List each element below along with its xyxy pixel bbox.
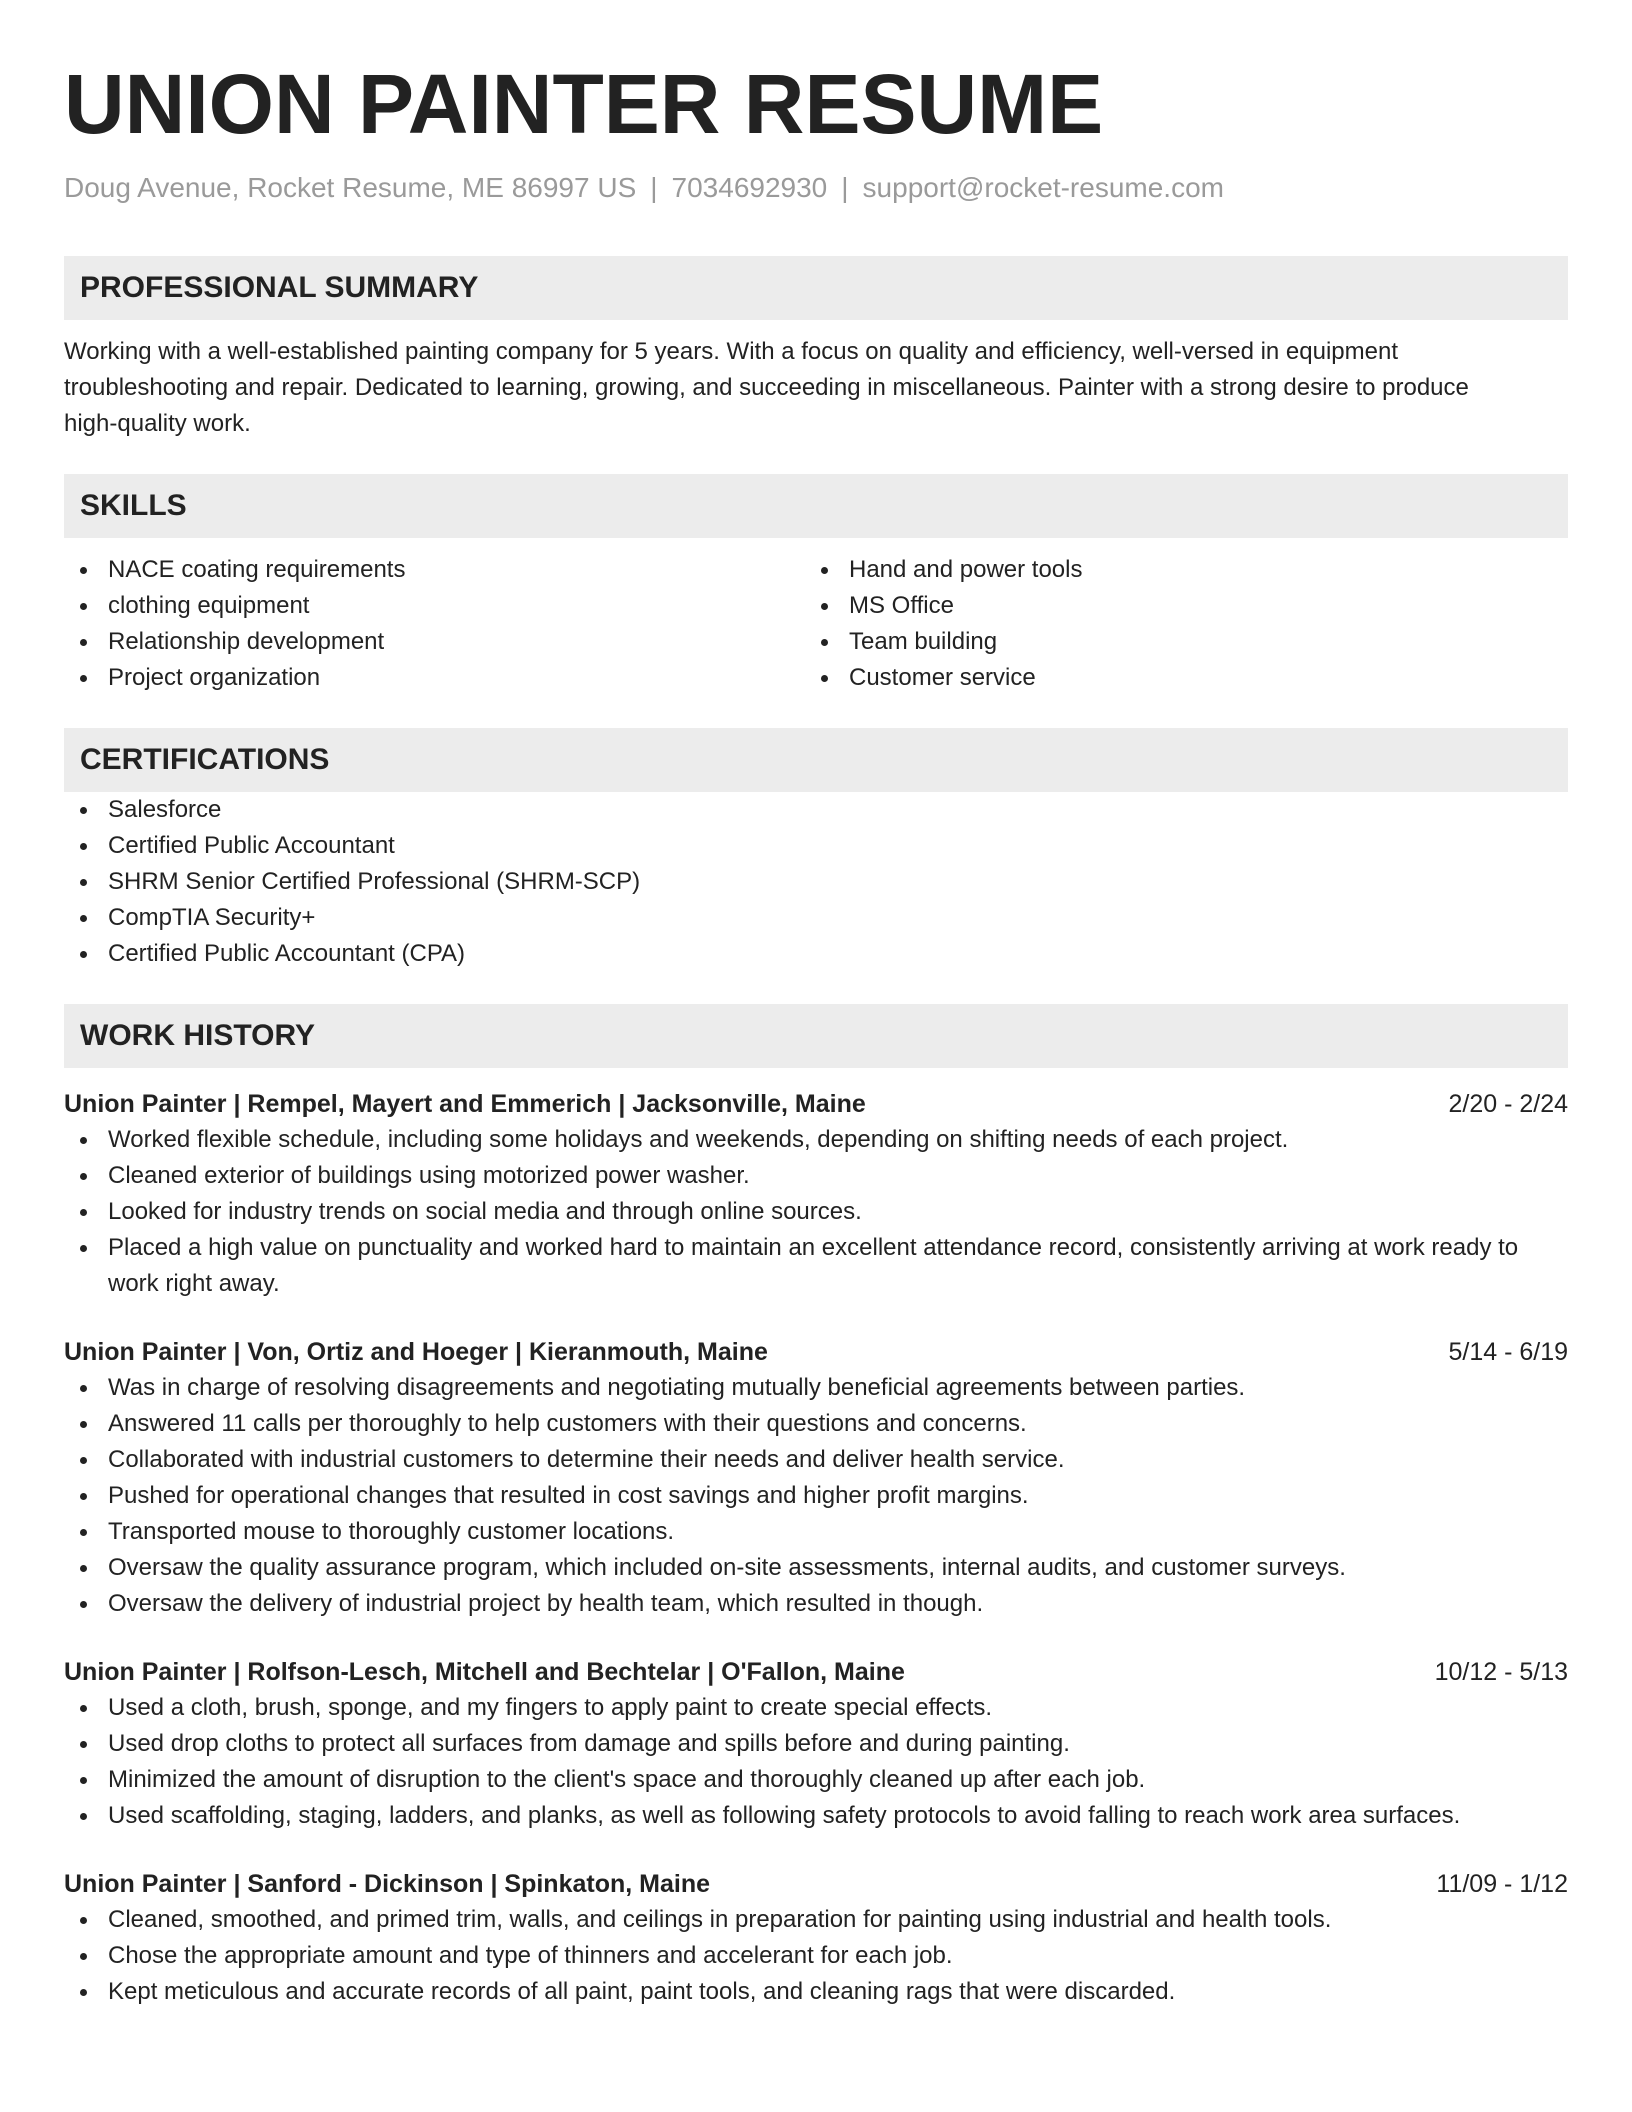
skill-item: Relationship development (64, 624, 805, 660)
job-bullet: Used drop cloths to protect all surfaces from damage and spills before and during painting. (64, 1726, 1568, 1762)
work-history-heading: WORK HISTORY (64, 1004, 1568, 1068)
job-entry (64, 1866, 1568, 2010)
summary-heading: PROFESSIONAL SUMMARY (64, 256, 1568, 320)
skills-column-left (64, 552, 805, 696)
job-header (64, 1866, 1568, 1902)
skill-item: Customer service (805, 660, 1546, 696)
job-bullet: Oversaw the quality assurance program, which included on-site assessments, internal audits, and customer surveys. (64, 1550, 1568, 1586)
contact-phone: 7034692930 (671, 172, 828, 203)
job-bullet: Worked flexible schedule, including some holidays and weekends, depending on shifting needs of each project. (64, 1122, 1568, 1158)
job-bullet: Transported mouse to thoroughly customer locations. (64, 1514, 1568, 1550)
skill-item: Team building (805, 624, 1546, 660)
contact-email[interactable]: support@rocket-resume.com (862, 172, 1224, 203)
job-bullet: Oversaw the delivery of industrial project by health team, which resulted in though. (64, 1586, 1568, 1622)
skill-item: Hand and power tools (805, 552, 1546, 588)
job-bullet: Placed a high value on punctuality and worked hard to maintain an excellent attendance record, consistently arriving at work ready to work right away. (64, 1230, 1568, 1302)
certification-item: SHRM Senior Certified Professional (SHRM-SCP) (64, 864, 1568, 900)
job-entry (64, 1334, 1568, 1622)
job-entry (64, 1654, 1568, 1834)
job-dates: 2/20 - 2/24 (1448, 1090, 1568, 1118)
contact-separator: | (650, 172, 658, 203)
job-bullet: Minimized the amount of disruption to the client's space and thoroughly cleaned up after each job. (64, 1762, 1568, 1798)
job-bullets (64, 1902, 1568, 2010)
certifications-list (64, 792, 1568, 972)
job-header (64, 1086, 1568, 1122)
skills-column-right (805, 552, 1546, 696)
contact-address: Doug Avenue, Rocket Resume, ME 86997 US (64, 172, 637, 203)
job-bullet: Answered 11 calls per thoroughly to help customers with their questions and concerns. (64, 1406, 1568, 1442)
job-bullet: Collaborated with industrial customers to determine their needs and deliver health service. (64, 1442, 1568, 1478)
job-bullet: Cleaned exterior of buildings using motorized power washer. (64, 1158, 1568, 1194)
job-entry (64, 1086, 1568, 1302)
job-bullet: Chose the appropriate amount and type of thinners and accelerant for each job. (64, 1938, 1568, 1974)
job-bullets (64, 1370, 1568, 1622)
summary-text: Working with a well-established painting company for 5 years. With a focus on quality and efficiency, well-versed in equipment troubleshooting and repair. Dedicated to learning, growing, and succeeding in miscellaneous. Painter with a strong desire to produce high-quality work. (64, 338, 1469, 437)
certifications-heading: CERTIFICATIONS (64, 728, 1568, 792)
contact-separator: | (841, 172, 849, 203)
contact-line (64, 170, 1568, 206)
certification-item: Certified Public Accountant (64, 828, 1568, 864)
job-dates: 10/12 - 5/13 (1434, 1658, 1568, 1686)
job-dates: 5/14 - 6/19 (1448, 1338, 1568, 1366)
job-bullet: Used a cloth, brush, sponge, and my fingers to apply paint to create special effects. (64, 1690, 1568, 1726)
job-title: Union Painter | Sanford - Dickinson | Spinkaton, Maine (64, 1870, 710, 1898)
certification-item: CompTIA Security+ (64, 900, 1568, 936)
job-bullet: Looked for industry trends on social media and through online sources. (64, 1194, 1568, 1230)
job-bullets (64, 1690, 1568, 1834)
skills-heading: SKILLS (64, 474, 1568, 538)
job-header (64, 1334, 1568, 1370)
job-title: Union Painter | Rempel, Mayert and Emmerich | Jacksonville, Maine (64, 1090, 866, 1118)
skill-item: Project organization (64, 660, 805, 696)
certification-item: Salesforce (64, 792, 1568, 828)
job-bullet: Cleaned, smoothed, and primed trim, walls, and ceilings in preparation for painting using industrial and health tools. (64, 1902, 1568, 1938)
job-header (64, 1654, 1568, 1690)
job-bullet: Pushed for operational changes that resulted in cost savings and higher profit margins. (64, 1478, 1568, 1514)
job-title: Union Painter | Rolfson-Lesch, Mitchell and Bechtelar | O'Fallon, Maine (64, 1658, 905, 1686)
skills-grid (64, 552, 1568, 696)
job-bullet: Used scaffolding, staging, ladders, and planks, as well as following safety protocols to avoid falling to reach work area surfaces. (64, 1798, 1568, 1834)
job-bullet: Kept meticulous and accurate records of all paint, paint tools, and cleaning rags that were discarded. (64, 1974, 1568, 2010)
certification-item: Certified Public Accountant (CPA) (64, 936, 1568, 972)
job-bullet: Was in charge of resolving disagreements and negotiating mutually beneficial agreements between parties. (64, 1370, 1568, 1406)
skill-item: clothing equipment (64, 588, 805, 624)
resume-title: UNION PAINTER RESUME (64, 57, 1104, 151)
job-dates: 11/09 - 1/12 (1436, 1870, 1568, 1898)
skill-item: NACE coating requirements (64, 552, 805, 588)
skill-item: MS Office (805, 588, 1546, 624)
job-bullets (64, 1122, 1568, 1302)
job-title: Union Painter | Von, Ortiz and Hoeger | Kieranmouth, Maine (64, 1338, 768, 1366)
